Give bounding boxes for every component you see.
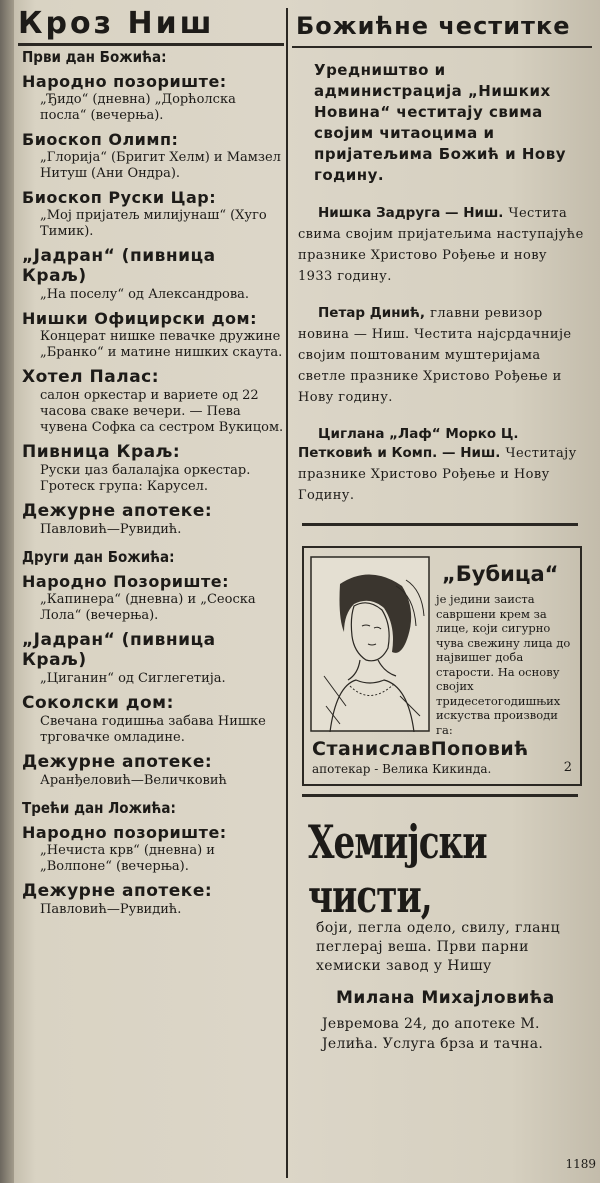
greetings-title: Божићне честитке <box>292 6 592 48</box>
venue-detail: „Ђидо“ (дневна) „Дорћолска посла“ (вечерња). <box>40 92 236 123</box>
venue-title: Биоскоп Олимп: <box>22 130 179 149</box>
venue-detail: салон оркестар и вариете од 22 часова сваке вечери. — Пева чувена Софка са сестром Вукицом. <box>40 388 284 435</box>
events-masthead: Кроз Ниш <box>18 6 215 41</box>
greeting-sender: Циглана „Лаф“ Морко Ц. Петковић и Комп. — Ниш. <box>298 426 519 461</box>
page-binding-edge <box>0 0 14 1183</box>
venue-title: Народно позориште: <box>22 823 227 842</box>
greetings-column <box>292 6 592 1054</box>
venue-detail: Концерат нишке певачке дружине „Бранко“ и матине нишких скаута. <box>40 329 283 360</box>
day3-heading: Трећи дан Ложића: <box>22 799 176 817</box>
venue-title: „Јадран“ (пивница Краљ) <box>22 630 216 670</box>
venue-detail: Свечана годишња забава Нишке трговачке омладине. <box>40 714 266 745</box>
venue-title: Соколски дом: <box>22 693 174 713</box>
ad-number: 2 <box>563 760 572 775</box>
column-divider <box>286 8 288 1178</box>
dry-cleaning-services: боји, пегла одело, свилу, гланц пеглерај веша. Први парни хемиски завод у Нишу <box>316 920 561 974</box>
day2-heading: Други дан Божића: <box>22 548 175 566</box>
venue-title: Народно Позориште: <box>22 572 230 591</box>
greeting-entry <box>298 302 586 407</box>
venue-detail: Павловић—Рувидић. <box>40 522 182 537</box>
venue-title: Дежурне апотеке: <box>22 501 213 521</box>
ad-brand-name: СтаниславПоповић <box>312 738 529 760</box>
venue-detail: Павловић—Рувидић. <box>40 902 182 917</box>
venue-title: Биоскоп Руски Цар: <box>22 188 217 207</box>
page-number: 1189 <box>565 1157 596 1171</box>
venue-title: Народно позориште: <box>22 72 227 91</box>
bubica-advertisement <box>302 546 582 786</box>
venue-detail: Аранђеловић—Величковић <box>40 773 227 788</box>
greeting-text: Честита свима својим пријатељима наступајуће празнике Христово Рођење и нову 1933 годину. <box>298 206 584 284</box>
venue-detail: „На поселу“ од Александрова. <box>40 287 250 302</box>
greeting-entry <box>298 202 586 286</box>
venue-detail: Руски џаз балалајка оркестар. Гротеск група: Карусел. <box>40 463 251 494</box>
events-column <box>14 6 284 918</box>
editorial-greeting: Уредништво и администрација „Нишких Новина“ честитају свима својим читаоцима и пријатељима Божић и Нову годину. <box>314 61 566 184</box>
greeting-sender: Петар Динић, <box>318 305 426 321</box>
section-rule <box>302 523 578 526</box>
dry-cleaning-address: Јевремова 24, до апотеке М. Јелића. Услуга брза и тачна. <box>322 1016 544 1052</box>
ad-product-name: „Бубица“ <box>442 562 559 586</box>
greeting-entry <box>298 423 586 505</box>
masthead-rule <box>18 43 284 46</box>
ad-description: је једини заиста савршени крем за лице, који сигурно чува свежину лица до највишег доба старости. На основу својих тридесетогодишњих искуства производи га: <box>436 592 571 737</box>
venue-title: Хотел Палас: <box>22 367 160 387</box>
greeting-sender: Нишкa Задруга — Ниш. <box>318 205 504 221</box>
venue-detail: „Мој пријатељ милијунаш“ (Хуго Тимик). <box>40 208 267 239</box>
venue-detail: „Нечиста крв“ (дневна) и „Волпоне“ (вечерња). <box>40 843 215 874</box>
dry-cleaning-headline: Хемијски чисти, <box>308 815 487 923</box>
woman-portrait-illustration <box>310 556 430 732</box>
venue-title: Нишки Официрски дом: <box>22 309 257 328</box>
venue-title: Пивница Краљ: <box>22 442 181 462</box>
venue-detail: „Циганин“ од Сиглегетија. <box>40 671 226 686</box>
day1-heading: Први дан Божића: <box>22 48 167 66</box>
section-rule <box>302 794 578 797</box>
ad-location: апотекар - Велика Кикинда. <box>312 762 492 776</box>
venue-detail: „Капинера“ (дневна) и „Сеоска Лола“ (вечерња). <box>40 592 256 623</box>
dry-cleaning-owner: Милана Михајловића <box>336 988 555 1008</box>
venue-title: „Јадран“ (пивница Краљ) <box>22 246 216 286</box>
greeting-text: главни ревизор новина — Ниш. Честита најсрдачније својим поштованим муштеријама светле празнике Христово Рођење и Нову годину. <box>298 306 572 405</box>
venue-detail: „Глорија“ (Бригит Хелм) и Мамзел Нитуш (Ани Ондра). <box>40 150 281 181</box>
venue-title: Дежурне апотеке: <box>22 881 213 901</box>
greeting-text: Честитају празнике Христово Рођење и Нову Годину. <box>298 446 577 503</box>
venue-title: Дежурне апотеке: <box>22 752 213 772</box>
